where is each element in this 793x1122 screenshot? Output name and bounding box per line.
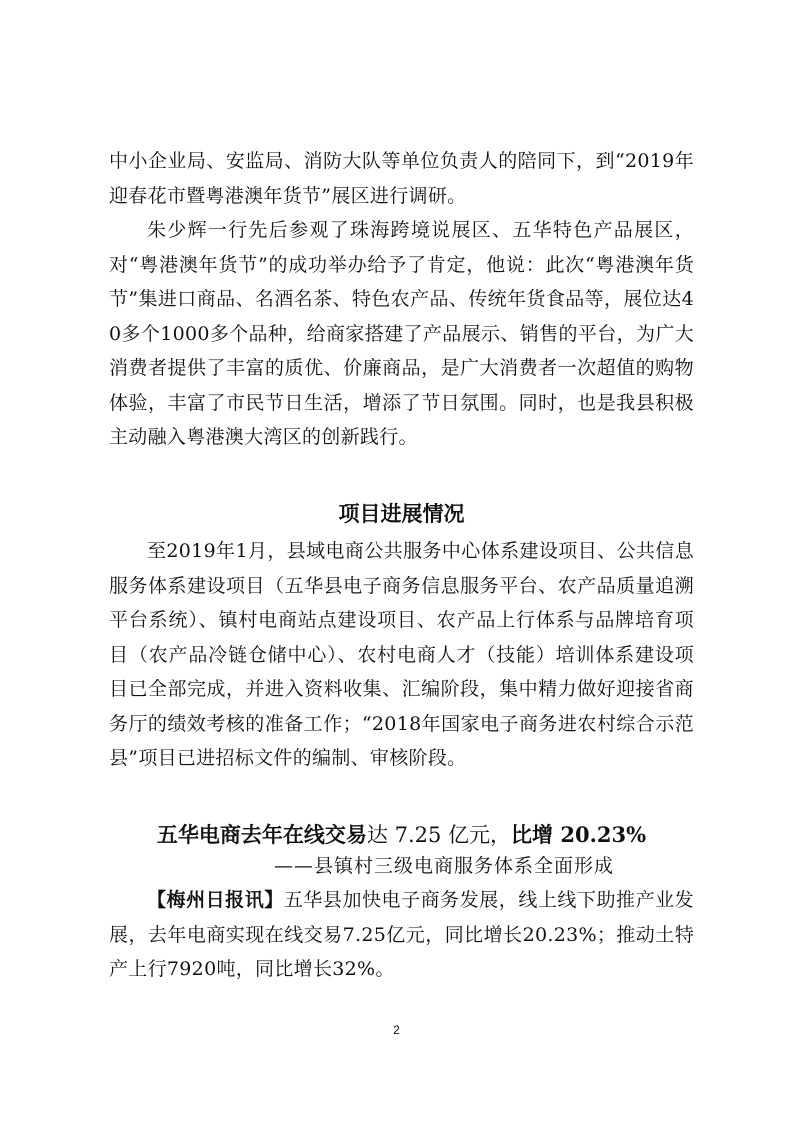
paragraph-project-progress: 至2019年1月，县域电商公共服务中心体系建设项目、公共信息服务体系建设项目（五华县电子商务信息服务平台、农产品质量追溯平台系统）、镇村电商站点建设项目、农产品上行体系与品牌培育项目（农产品冷链仓储中心）、农村电商人才（技能）培训体系建设项目已全部完成，并进入资料收集、汇编阶段，集中精力做好迎接省商务厅的绩效考核的准备工作；“2018年国家电子商务进农村综合示范县”项目已进招标文件的编制、审核阶段。 [109,540,694,769]
news-source-tag: 【梅州日报讯】 [147,889,284,911]
paragraph-intro-continuation: 中小企业局、安监局、消防大队等单位负责人的陪同下，到“2019年迎春花市暨粤港澳年货节”展区进行调研。 [109,150,694,207]
paragraph-visit: 朱少辉一行先后参观了珠海跨境说展区、五华特色产品展区，对“粤港澳年货节”的成功举办给予了肯定，他说：此次“粤港澳年货节”集进口商品、名酒名茶、特色农产品、传统年货食品等，展位达40多个1000多个品种，给商家搭建了产品展示、销售的平台，为广大消费者提供了丰富的质优、价廉商品，是广大消费者一次超值的购物体验，丰富了市民节日生活，增添了节日氛围。同时，也是我县积极主动融入粤港澳大湾区的创新践行。 [109,219,694,448]
page-number: 2 [393,1023,400,1037]
article-subtitle: ——县镇村三级电商服务体系全面形成 [273,855,614,877]
section-heading: 项目进展情况 [338,501,465,526]
article-title-part2: 达 7.25 亿元， [366,823,512,847]
news-body: 五华县加快电子商务发展，线上线下助推产业发展，去年电商实现在线交易7.25亿元，同比增长20.23%；推动土特产上行7920吨，同比增长32%。 [109,889,694,980]
article-title-part3: 比增 20.23% [511,822,647,847]
paragraph-news [109,883,694,987]
article-title-part1: 五华电商去年在线交易 [156,822,367,847]
